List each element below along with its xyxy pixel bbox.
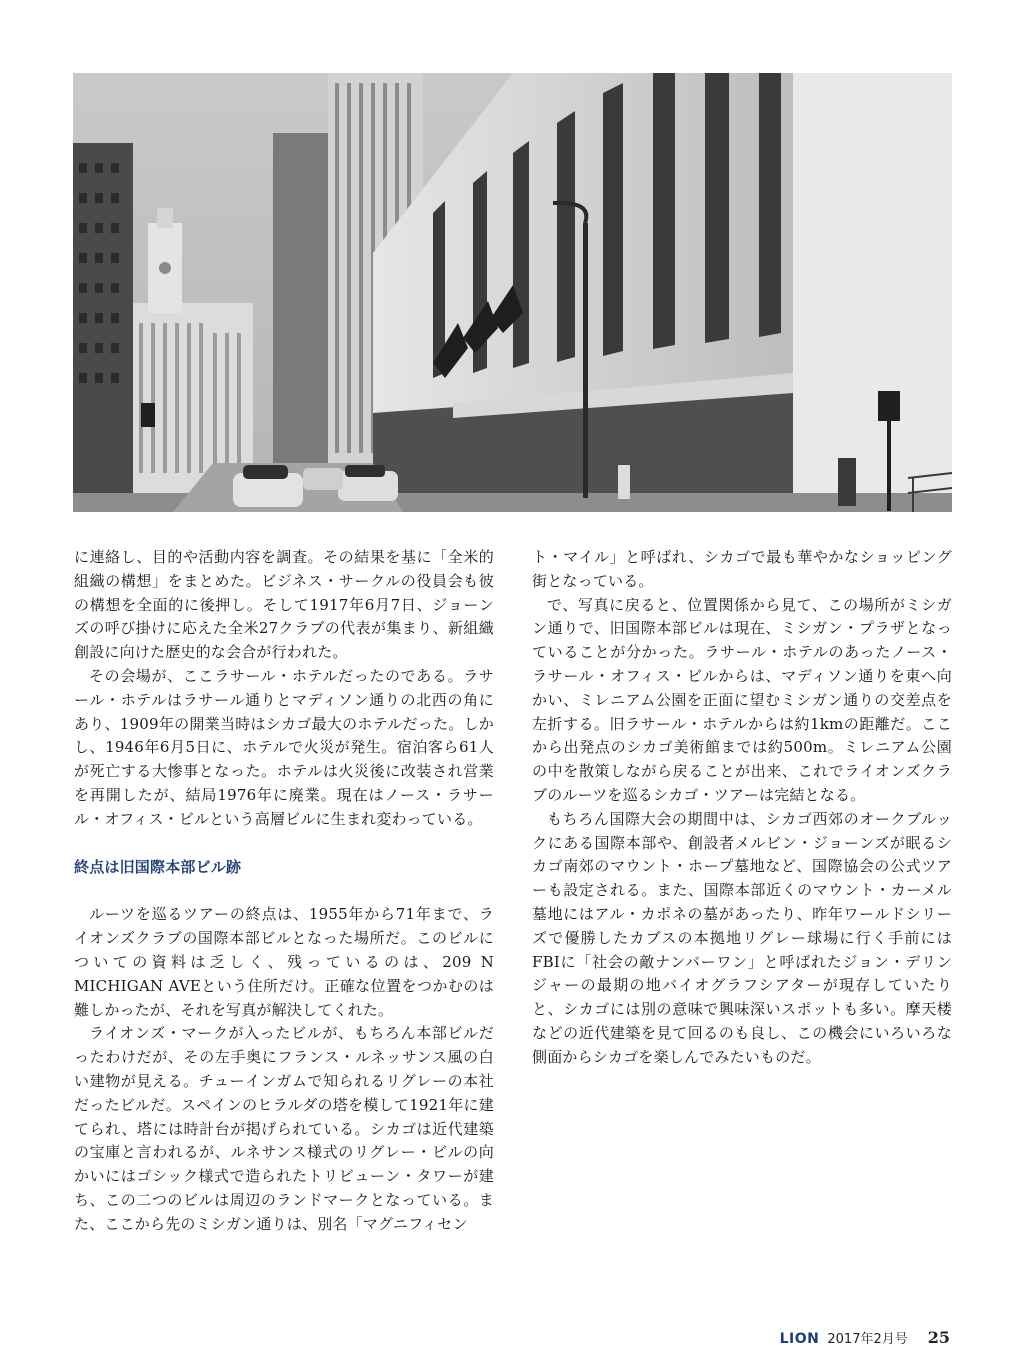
right-text-column bbox=[532, 546, 952, 1070]
paragraph: で、写真に戻ると、位置関係から見て、この場所がミシガン通りで、旧国際本部ビルは現在、ミシガン・プラザとなっていることが分かった。ラサール・ホテルのあったノース・ラサール・オフィス・ビルからは、マディソン通りを東へ向かい、ミレニアム公園を正面に望むミシガン通りの交差点を左折する。旧ラサール・ホテルからは約1kmの距離だ。ここから出発点のシカゴ美術館までは約500m。ミレニアム公園の中を散策しながら戻ることが出来、これでライオンズクラブのルーツを巡るシカゴ・ツアーは完結となる。 bbox=[532, 595, 952, 804]
page-footer bbox=[780, 1328, 950, 1352]
street-photo bbox=[73, 73, 952, 512]
paragraph: ルーツを巡るツアーの終点は、1955年から71年まで、ライオンズクラブの国際本部ビルとなった場所だ。このビルについての資料は乏しく、残っているのは、209 N MICHIGAN AVEという住所だけ。正確な位置をつかむのは難しかったが、それを写真が解決してくれた。 bbox=[74, 905, 494, 1019]
paragraph: に連絡し、目的や活動内容を調査。その結果を基に「全米的組織の構想」をまとめた。ビジネス・サークルの役員会も彼の構想を全面的に後押し。そして1917年6月7日、ジョーンズの呼び掛けに応えた全米27クラブの代表が集まり、新組織創設に向けた歴史的な会合が行われた。 bbox=[74, 548, 494, 662]
section-heading: 終点は旧国際本部ビル跡 bbox=[74, 857, 242, 876]
paragraph: もちろん国際大会の期間中は、シカゴ西郊のオークブルックにある国際本部や、創設者メルビン・ジョーンズが眠るシカゴ南郊のマウント・ホープ墓地など、国際協会の公式ツアーも設定される。また、国際本部近くのマウント・カーメル墓地にはアル・カポネの墓があったり、昨年ワールドシリーズで優勝したカブスの本拠地リグレー球場に行く手前にはFBIに「社会の敵ナンバーワン」と呼ばれたジョン・デリンジャーの最期の地バイオグラフシアターが現存していたりと、シカゴには別の意味で興味深いスポットも多い。摩天楼などの近代建築を見て回るのも良し、この機会にいろいろな側面からシカゴを楽しんでみたいものだ。 bbox=[532, 809, 952, 1066]
paragraph: その会場が、ここラサール・ホテルだったのである。ラサール・ホテルはラサール通りとマディソン通りの北西の角にあり、1909年の開業当時はシカゴ最大のホテルだった。しかし、1946年6月5日に、ホテルで火災が発生。宿泊客ら61人が死亡する大惨事となった。ホテルは火災後に改装され営業を再開したが、結局1976年に廃業。現在はノース・ラサール・オフィス・ビルという高層ビルに生まれ変わっている。 bbox=[74, 666, 494, 828]
page-number: 25 bbox=[927, 1328, 950, 1347]
paragraph: ト・マイル」と呼ばれ、シカゴで最も華やかなショッピング街となっている。 bbox=[532, 548, 952, 590]
issue-label: 2017年2月号 bbox=[827, 1332, 908, 1347]
paragraph: ライオンズ・マークが入ったビルが、もちろん本部ビルだったわけだが、その左手奥にフランス・ルネッサンス風の白い建物が見える。チューインガムで知られるリグレーの本社だったビルだ。スペインのヒラルダの塔を模して1921年に建てられ、塔には時計台が掲げられている。シカゴは近代建築の宝庫と言われるが、ルネサンス様式のリグレー・ビルの向かいにはゴシック様式で造られたトリビューン・タワーが建ち、この二つのビルは周辺のランドマークとなっている。また、ここから先のミシガン通りは、別名「マグニフィセン bbox=[74, 1024, 494, 1233]
magazine-name: LION bbox=[779, 1331, 820, 1347]
left-text-column bbox=[74, 546, 494, 1237]
